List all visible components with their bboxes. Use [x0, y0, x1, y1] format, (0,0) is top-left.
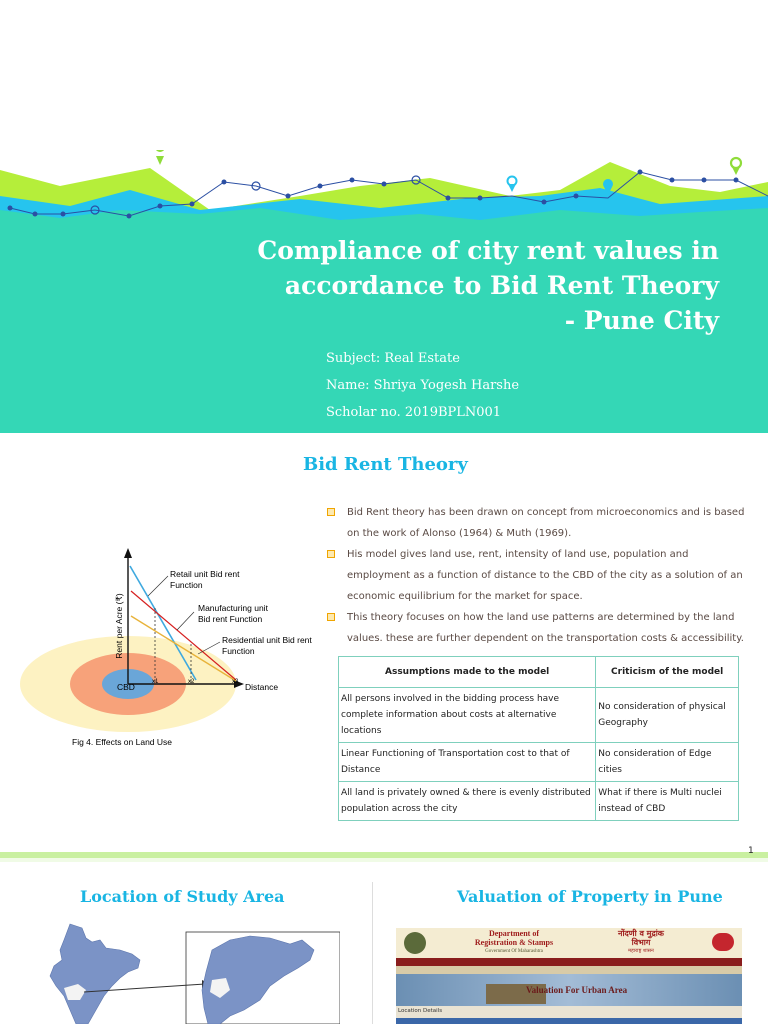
table-row: [339, 688, 739, 743]
marathi-title: [586, 929, 696, 956]
tick-label: x1: [152, 679, 159, 685]
residential-label-line: Function: [222, 646, 255, 656]
x-axis-label: Distance: [245, 682, 279, 692]
table-cell: All persons involved in the bidding process have complete information about costs at alternative locations: [339, 688, 596, 743]
pointer-line: [148, 576, 168, 596]
dept-line: Department of: [489, 929, 539, 938]
title-line: - Pune City: [564, 306, 719, 335]
table-cell: All land is privately owned & there is evenly distributed population across the city: [339, 782, 596, 821]
table-row: [339, 743, 739, 782]
tick-label: x3: [232, 679, 239, 685]
residential-label-line: Residential unit Bid rent: [222, 635, 312, 645]
pointer-line: [177, 612, 194, 630]
title-line: accordance to Bid Rent Theory: [284, 271, 719, 300]
department-title: [454, 929, 574, 956]
footer-band-light: [0, 858, 768, 862]
bullet-text: His model gives land use, rent, intensity of land use, population and employment as a function of distance to the CBD of the city as a solution of an economic equilibrium for the market for space.: [347, 549, 743, 602]
scholar-number-text: Scholar no. 2019BPLN001: [326, 405, 502, 420]
study-area-maps: [40, 920, 340, 1024]
portal-banner-text: Valuation For Urban Area: [526, 985, 628, 995]
figure-caption: Fig 4. Effects on Land Use: [72, 737, 173, 747]
title-slide: [0, 0, 768, 433]
page-number: 1: [748, 846, 754, 856]
y-axis-arrow: [124, 548, 132, 558]
marathi-line: विभाग: [631, 938, 651, 947]
location-details-label: Location Details: [398, 1008, 443, 1014]
tick-label: x2: [188, 679, 195, 685]
bullet-text: Bid Rent theory has been drawn on concept from microeconomics and is based on the work of Alonso (1964) & Muth (1969).: [347, 507, 745, 539]
location-pin-icon: [508, 177, 517, 193]
y-axis-label: Rent per Acre (₹): [114, 593, 124, 659]
bullet-text: This theory focuses on how the land use patterns are determined by the land values. these are further dependent on the transportation costs & accessibility.: [347, 612, 744, 644]
table-row: [339, 782, 739, 821]
manufacturing-label-line: Bid rent Function: [198, 614, 263, 624]
manufacturing-label-line: Manufacturing unit: [198, 603, 268, 613]
section-heading: Bid Rent Theory: [303, 454, 468, 475]
table-header: Criticism of the model: [596, 657, 739, 688]
bullet-item: [327, 502, 747, 544]
pointer-line: [198, 642, 220, 654]
portal-subbar: [396, 966, 742, 974]
marathi-line: नोंदणी व मुद्रांक: [618, 929, 664, 938]
subject-text: Subject: Real Estate: [326, 351, 460, 366]
logo-icon: [712, 933, 734, 951]
table-cell: No consideration of Edge cities: [596, 743, 739, 782]
cbd-label: CBD: [117, 682, 135, 692]
bid-rent-figure: [0, 540, 330, 755]
bullet-square-icon: [327, 508, 335, 516]
retail-label-line: Function: [170, 580, 203, 590]
location-pin-icon: [731, 158, 741, 175]
title-line: Compliance of city rent values in: [257, 236, 719, 265]
table-cell: What if there is Multi nuclei instead of CBD: [596, 782, 739, 821]
valuation-heading: Valuation of Property in Pune: [457, 887, 723, 906]
assumptions-table: [338, 656, 739, 821]
presentation-title: [230, 233, 719, 338]
dept-line: Registration & Stamps: [474, 938, 554, 947]
location-pin-icon: [155, 150, 165, 165]
bullet-item: [327, 544, 747, 607]
table-header: Assumptions made to the model: [339, 657, 596, 688]
portal-nav-bar[interactable]: [396, 958, 742, 966]
gov-line: Government Of Maharashtra: [485, 949, 543, 954]
marathi-line: महाराष्ट्र शासन: [628, 948, 654, 954]
table-cell: Linear Functioning of Transportation cost to that of Distance: [339, 743, 596, 782]
location-heading: Location of Study Area: [80, 887, 285, 906]
valuation-portal-screenshot: [396, 928, 742, 1024]
bullet-item: [327, 607, 747, 649]
name-text: Name: Shriya Yogesh Harshe: [326, 378, 520, 393]
bullet-list: [327, 502, 747, 649]
emblem-icon: [404, 932, 426, 954]
retail-label-line: Retail unit Bid rent: [170, 569, 240, 579]
india-map: [50, 924, 140, 1024]
table-cell: No consideration of physical Geography: [596, 688, 739, 743]
column-divider: [372, 882, 373, 1024]
table-header-row: [339, 657, 739, 688]
portal-table-header: [396, 1018, 742, 1024]
